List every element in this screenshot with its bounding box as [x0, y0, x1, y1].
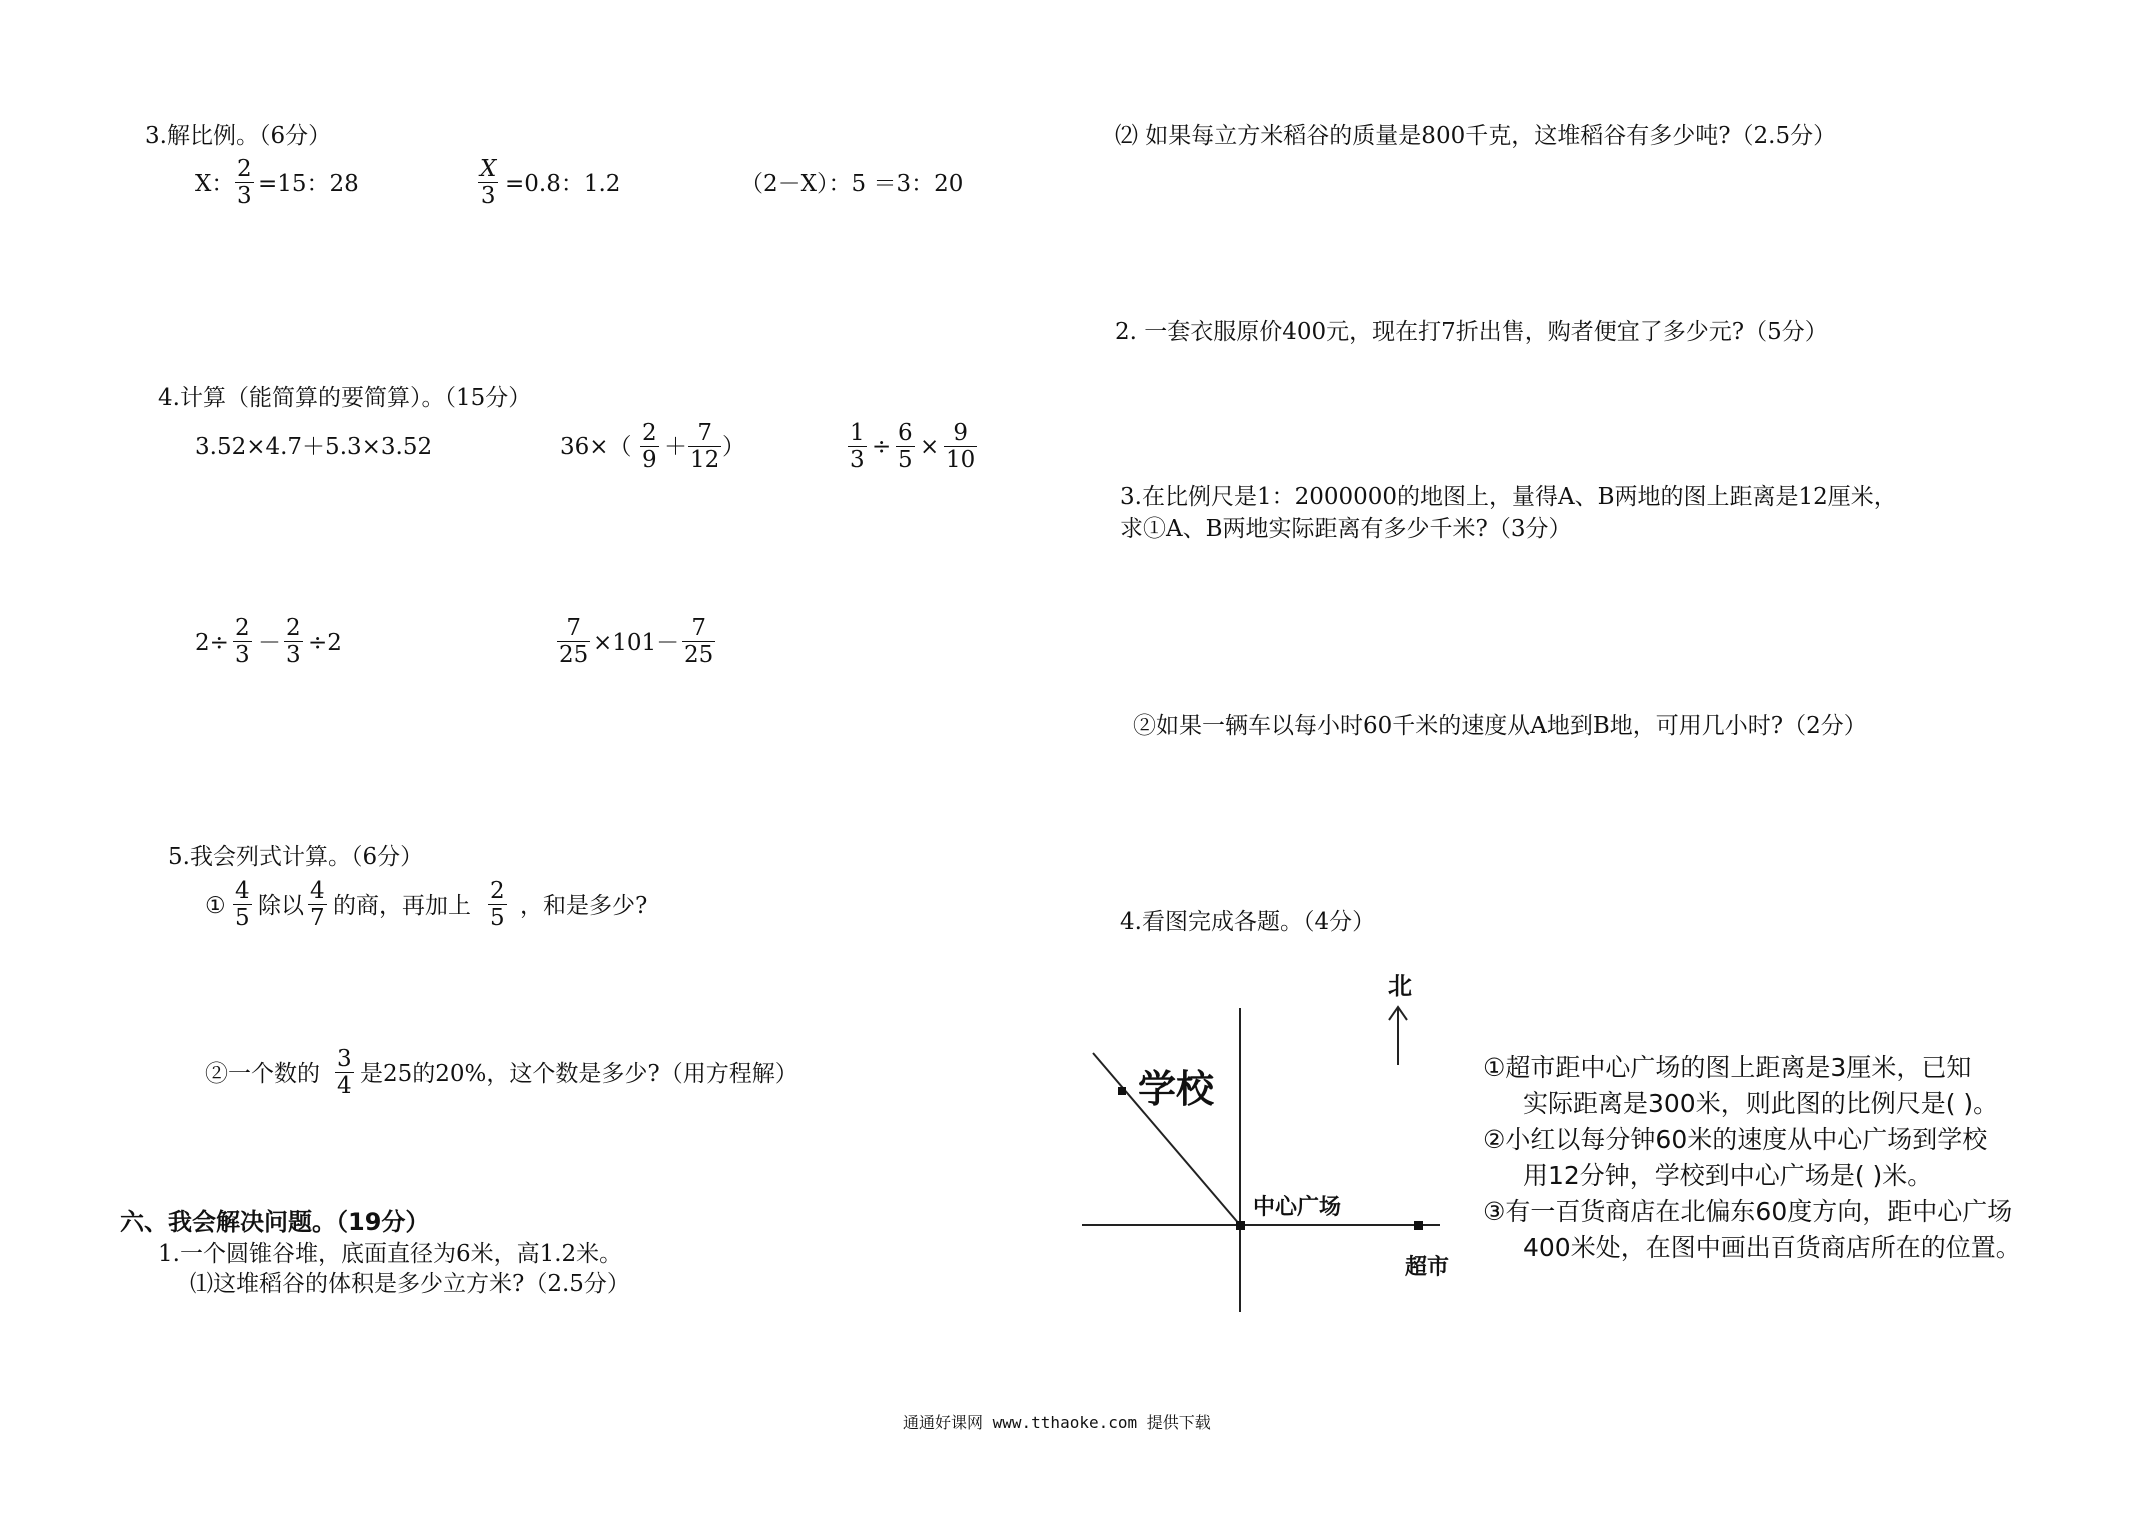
problem4-title: 4.看图完成各题。（4分）	[1120, 909, 1376, 935]
q4-expr3-op1: ÷	[872, 434, 892, 460]
problem3-line1: 3.在比例尺是1：2000000的地图上，量得A、B两地的图上距离是12厘米，	[1120, 484, 1897, 510]
map-school-label: 学校	[1138, 1067, 1215, 1111]
q4-expr1: 3.52×4.7＋5.3×3.52	[195, 434, 433, 460]
map-market-label: 超市	[1405, 1255, 1450, 1280]
footer-text: 通通好课网 www.tthaoke.com 提供下载	[903, 1413, 1211, 1432]
problem3-part2: ②如果一辆车以每小时60千米的速度从A地到B地，可用几小时?（2分）	[1133, 713, 1867, 739]
q4-expr5-middle: ×101－	[593, 630, 680, 656]
map-question3-line1: ③有一百货商店在北偏东60度方向，距中心广场	[1483, 1197, 2013, 1226]
q3-eq1-suffix: =15：28	[258, 171, 359, 197]
q4-expr2-suffix: ）	[722, 434, 745, 460]
map-question1-line2: 实际距离是300米，则此图的比例尺是( )。	[1523, 1089, 1999, 1118]
q5-item2-prefix: ②一个数的	[205, 1061, 320, 1087]
problem1-part1: ⑴这堆稻谷的体积是多少立方米?（2.5分）	[190, 1271, 630, 1297]
q4-expr4-prefix: 2÷	[195, 630, 229, 656]
q4-expr3-fraction1: $\frac{1}{3}$	[850, 420, 865, 473]
section6-title: 六、我会解决问题。（19分）	[120, 1208, 430, 1236]
q4-expr4-fraction1: $\frac{2}{3}$	[235, 615, 250, 668]
q3-eq3: （2－X）：5 ＝3：20	[740, 171, 964, 197]
school-point	[1118, 1087, 1126, 1095]
q4-expr4-fraction2: $\frac{2}{3}$	[286, 615, 301, 668]
q5-item1-fraction2: $\frac{4}{7}$	[310, 878, 325, 931]
q4-expr5-fraction1: $\frac{7}{25}$	[559, 615, 589, 668]
q5-item1-middle2: 的商，再加上	[333, 893, 471, 919]
q3-eq2-fraction: $\frac{X}{3}$	[480, 156, 497, 209]
map-question1-line1: ①超市距中心广场的图上距离是3厘米，已知	[1483, 1053, 1972, 1082]
map-center-label: 中心广场	[1253, 1195, 1342, 1220]
map-question2-line1: ②小红以每分钟60米的速度从中心广场到学校	[1483, 1125, 1988, 1154]
q3-eq2-suffix: =0.8：1.2	[505, 171, 621, 197]
q4-expr4-suffix: ÷2	[308, 630, 342, 656]
q5-item1-fraction1: $\frac{4}{5}$	[235, 878, 250, 931]
q5-item2-fraction: $\frac{3}{4}$	[337, 1046, 352, 1099]
q4-expr3-fraction2: $\frac{6}{5}$	[898, 420, 913, 473]
q4-expr5-fraction2: $\frac{7}{25}$	[684, 615, 714, 668]
problem1-part2: ⑵ 如果每立方米稻谷的质量是800千克，这堆稻谷有多少吨?（2.5分）	[1115, 123, 1837, 149]
q4-expr3-op2: ×	[920, 434, 940, 460]
map-question2-line2: 用12分钟，学校到中心广场是( )米。	[1523, 1161, 1933, 1190]
center-point	[1236, 1221, 1245, 1230]
q4-title: 4.计算（能简算的要简算）。（15分）	[158, 385, 532, 411]
q3-title: 3.解比例。（6分）	[145, 123, 332, 149]
q5-title: 5.我会列式计算。（6分）	[168, 844, 424, 870]
q4-expr2-op: ＋	[664, 434, 687, 460]
q5-item1-middle1: 除以	[258, 893, 304, 919]
q5-item1-suffix: ，和是多少?	[520, 893, 648, 919]
market-point	[1414, 1221, 1423, 1230]
q4-expr2-fraction1: $\frac{2}{9}$	[642, 420, 657, 473]
q3-eq1-prefix: X：	[195, 171, 235, 197]
q4-expr2-fraction2: $\frac{7}{12}$	[690, 420, 720, 473]
q5-item2-suffix: 是25的20%，这个数是多少?（用方程解）	[360, 1061, 798, 1087]
q4-expr2-prefix: 36×（	[560, 434, 632, 460]
q4-expr4-op: －	[258, 630, 281, 656]
map-question3-line2: 400米处，在图中画出百货商店所在的位置。	[1523, 1233, 2021, 1262]
map-north-label: 北	[1388, 972, 1412, 1000]
q5-item1-fraction3: $\frac{2}{5}$	[490, 878, 505, 931]
problem3-line2: 求①A、B两地实际距离有多少千米?（3分）	[1120, 516, 1572, 542]
q4-expr3-fraction3: $\frac{9}{10}$	[946, 420, 976, 473]
q3-eq1-fraction: $\frac{2}{3}$	[237, 156, 252, 209]
q5-item1-prefix: ①	[205, 893, 226, 919]
problem2-text: 2. 一套衣服原价400元，现在打7折出售，购者便宜了多少元?（5分）	[1115, 319, 1828, 345]
problem1-text: 1.一个圆锥谷堆，底面直径为6米，高1.2米。	[158, 1241, 623, 1267]
